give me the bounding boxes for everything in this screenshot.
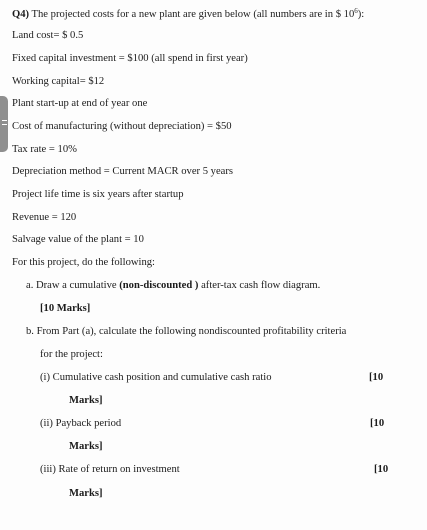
subpart-i-mark-open: [10 [369,372,384,383]
subpart-ii-mark-open: [10 [370,418,385,429]
side-drag-handle[interactable] [0,96,8,152]
part-a-bold: (non-discounted ) [119,280,199,291]
question-title [12,5,364,21]
part-a-post: after-tax cash flow diagram. [198,280,321,291]
working-capital: Working capital= $12 [12,76,105,87]
part-a [26,279,320,292]
plant-startup: Plant start-up at end of year one [12,98,148,109]
fixed-capital-investment: Fixed capital investment = $100 (all spend in first year) [12,53,248,64]
part-a-marks: [10 Marks] [40,303,91,314]
subpart-iii-mark-open: [10 [374,464,389,475]
question-title-text: The projected costs for a new plant are given below (all numbers are in $ 10 [29,9,355,20]
part-b-line-2: for the project: [40,349,103,360]
subpart-iii-label: (iii) Rate of return on investment [40,464,180,475]
question-title-exponent: 6 [354,7,358,15]
salvage-value: Salvage value of the plant = 10 [12,234,144,245]
question-title-end: ): [357,9,365,20]
instructions: For this project, do the following: [12,257,156,268]
subpart-iii-mark-close: Marks] [69,488,103,499]
part-b-line-1: b. From Part (a), calculate the following nondiscounted profitability criteria [26,326,347,337]
subpart-ii-mark-close: Marks] [69,441,103,452]
subpart-ii-label: (ii) Payback period [40,418,122,429]
depreciation-method: Depreciation method = Current MACR over 5 years [12,166,234,177]
subpart-i-mark-close: Marks] [69,395,103,406]
question-number: Q4) [12,9,30,20]
subpart-i-label: (i) Cumulative cash position and cumulative cash ratio [40,372,272,383]
land-cost: Land cost= $ 0.5 [12,30,84,41]
tax-rate: Tax rate = 10% [12,144,77,155]
part-a-pre: a. Draw a cumulative [26,280,120,291]
project-lifetime: Project life time is six years after startup [12,189,184,200]
revenue: Revenue = 120 [12,212,77,223]
cost-of-manufacturing: Cost of manufacturing (without depreciation) = $50 [12,121,232,132]
